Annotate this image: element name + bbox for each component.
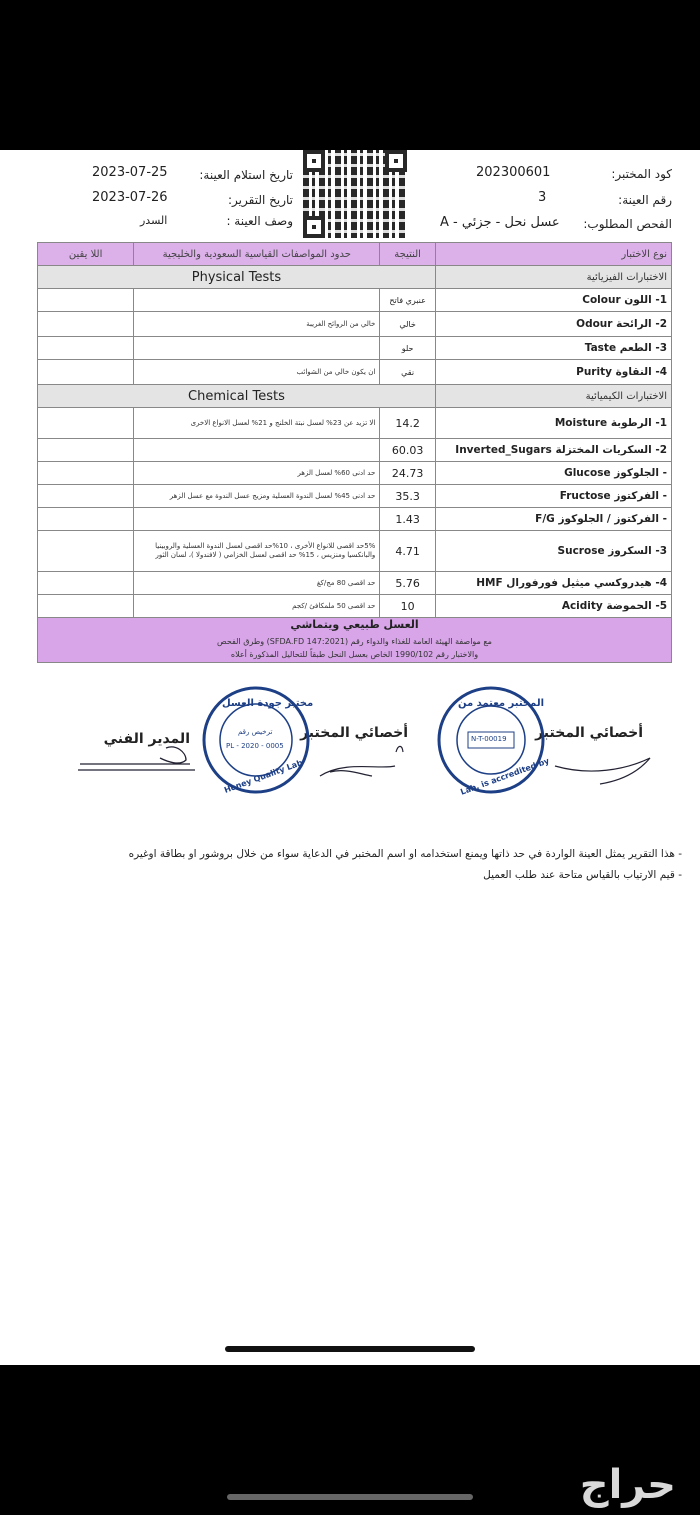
required-test-value: عسل نحل - جزئي - A [440, 215, 560, 230]
test-name-en: HMF [476, 577, 503, 589]
test-name-ar: - الفركتوز / الجلوكوز [558, 513, 667, 525]
stamp2-code-text: N-T-00019 [471, 735, 507, 743]
test-name-ar: - الجلوكوز [614, 467, 667, 479]
receipt-date-label: تاريخ استلام العينة: [199, 168, 293, 182]
test-name-ar: 5- الحموضة [606, 600, 667, 612]
summary-title: العسل طبيعي ويتماشي [290, 618, 419, 631]
result-cell: 10 [380, 595, 436, 618]
col-uncertainty: اللا يقين [38, 243, 134, 266]
report-date-value: 2023-07-26 [92, 190, 168, 205]
stamp1-top-text: مختبر جودة العسل [222, 698, 314, 709]
result-cell: 14.2 [380, 408, 436, 439]
spec-cell: حد اقصى 80 مج/كغ [134, 572, 380, 595]
result-cell: 5.76 [380, 572, 436, 595]
sample-desc-value: السدر [140, 214, 168, 227]
test-name-en: Purity [576, 366, 612, 378]
note-line-2: - قيم الارتياب بالقياس متاحة عند طلب العميل [483, 869, 682, 881]
technical-manager-title: المدير الفني [103, 731, 190, 747]
test-name-en: Colour [582, 294, 621, 306]
test-name-en: Acidity [561, 600, 603, 612]
result-cell: 35.3 [380, 485, 436, 508]
report-date-label: تاريخ التقرير: [228, 193, 293, 207]
specialist-title-left: أخصائي المختبر [535, 725, 643, 741]
signature-manager [78, 747, 195, 770]
sample-number-value: 3 [538, 190, 547, 205]
spec-cell: خالي من الروائح الغريبة [134, 312, 380, 337]
lab-code-label: كود المختبر: [611, 167, 672, 181]
home-indicator-bottom[interactable] [227, 1494, 473, 1500]
stamp1-bottom-text: Honey Quality Lab [222, 758, 304, 795]
sample-number-label: رقم العينة: [618, 193, 672, 207]
result-cell: خالي [380, 312, 436, 337]
note-line-1: - هذا التقرير يمثل العينة الواردة في حد ذاتها ويمنع استخدامه او اسم المختبر في الدعاية سواء من خلال بروشور او بطاقة اوغيره [128, 848, 682, 860]
spec-cell: الا تزيد عن 23% لعسل نبتة الخلنج و 21% لعسل الانواع الاخرى [134, 408, 380, 439]
receipt-date-value: 2023-07-25 [92, 165, 168, 180]
stamp1-reg-text: ترخيص رقم [238, 728, 273, 736]
test-name-ar: 2- السكريات المختزلة [555, 444, 667, 456]
test-name-ar: 4- النقاوة [615, 366, 667, 378]
chemical-label-ar: الاختبارات الكيميائية [435, 385, 671, 408]
col-test-type: نوع الاختبار [435, 243, 671, 266]
summary-line-1: مع مواصفة الهيئة العامة للغذاء والدواء رقم (SFDA.FD 147:2021) وطرق الفحص [217, 637, 492, 646]
spec-cell: حد اقصى 50 ملمكافئ /كجم [134, 595, 380, 618]
spec-cell: حد ادنى 45% لعسل الندوة العسلية ومزيج عسل الندوة مع عسل الزهر [134, 485, 380, 508]
result-cell: حلو [380, 337, 436, 360]
signature-middle [320, 746, 403, 776]
spec-cell: حد ادنى 60% لعسل الزهر [134, 462, 380, 485]
test-name-ar: 1- الرطوبة [610, 417, 667, 429]
test-name-ar: 4- هيدروكسي ميثيل فورفورال [506, 577, 667, 589]
test-name-en: Sucrose [557, 545, 605, 557]
result-cell: 4.71 [380, 531, 436, 572]
stamp2-bottom-text: Lab. is accredited by [459, 756, 551, 797]
test-name-ar: 3- الطعم [619, 342, 667, 354]
test-name-ar: - الفركتوز [614, 490, 667, 502]
signature-left [555, 758, 650, 784]
test-name-en: Odour [576, 318, 613, 330]
home-indicator[interactable] [225, 1346, 475, 1352]
haraj-watermark: حراج [579, 1462, 676, 1508]
summary-line-2: والاختبار رقم 1990/102 الخاص بعسل النحل طبقاً للتحاليل المذكورة أعلاه [230, 649, 479, 659]
specialist-title-middle: أخصائي المختبر [300, 725, 408, 741]
col-spec: حدود المواصفات القياسية السعودية والخليجية [134, 243, 380, 266]
required-test-label: الفحص المطلوب: [583, 217, 672, 231]
physical-label-en: Physical Tests [38, 266, 436, 289]
stamp1-code-text: PL - 2020 - 0005 [226, 742, 284, 750]
sample-desc-label: وصف العينة : [226, 214, 293, 228]
test-name-en: Fructose [559, 490, 611, 502]
blank-area [0, 926, 700, 1365]
spec-cell: ان يكون خالي من الشوائب [134, 360, 380, 385]
test-name-en: Moisture [554, 417, 608, 429]
chemical-label-en: Chemical Tests [38, 385, 436, 408]
stamp2-top-text: المختبر معتمد من [458, 698, 545, 709]
test-name-en: Taste [584, 342, 617, 354]
test-name-ar: 3- السكروز [608, 545, 667, 557]
result-cell: 1.43 [380, 508, 436, 531]
physical-label-ar: الاختبارات الفيزيائية [435, 266, 671, 289]
result-cell: 60.03 [380, 439, 436, 462]
result-cell: 24.73 [380, 462, 436, 485]
test-name-en: Glucose [564, 467, 611, 479]
test-name-ar: 1- اللون [624, 294, 667, 306]
test-name-en: Inverted_Sugars [455, 444, 552, 456]
test-name-en: F/G [535, 513, 555, 525]
test-name-ar: 2- الرائحة [616, 318, 667, 330]
spec-cell: 5%حد اقصى للانواع الأخرى ، 10%حد اقصى لعسل الندوة العسلية والروبينيا والبانكسيا ومنزيس ، 15% حد اقصى لعسل الخزامي ( لافندولا )، لسان الثور [134, 531, 380, 572]
result-cell: نقي [380, 360, 436, 385]
result-cell: عنبري فاتح [380, 289, 436, 312]
col-result: النتيجة [380, 243, 436, 266]
lab-code-value: 202300601 [476, 165, 551, 180]
